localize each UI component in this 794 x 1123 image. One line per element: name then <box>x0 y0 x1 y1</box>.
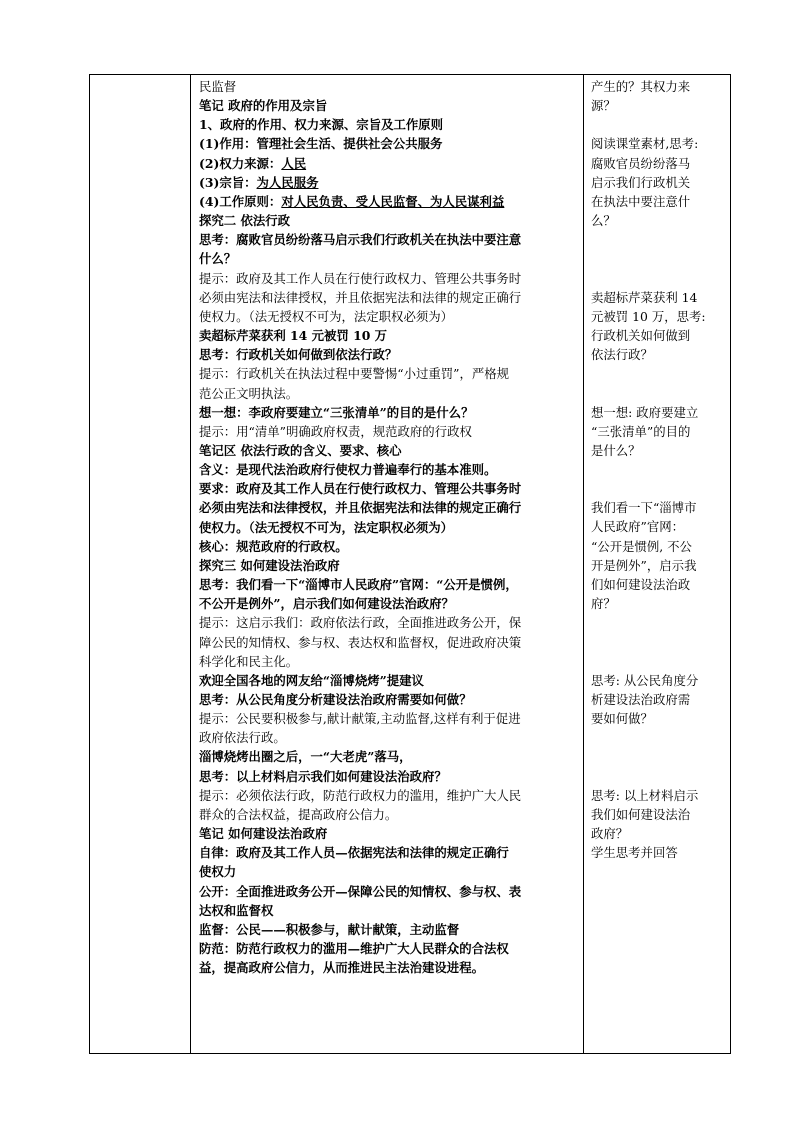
content-line <box>199 882 577 901</box>
activity-line-text: “公开是惯例, 不公 <box>591 538 692 554</box>
content-line-text: 想一想：李政府要建立“三张清单”的目的是什么？ <box>199 404 474 420</box>
content-line-text: 公开：全面推进政务公开—保障公民的知情权、参与权、表 <box>199 883 522 899</box>
activity-line-text: “三张清单”的目的 <box>591 423 691 439</box>
activity-line <box>591 575 727 594</box>
content-line-text: 群众的合法权益，提高政府公信力。 <box>199 806 398 822</box>
content-line <box>199 575 577 594</box>
activity-line <box>591 173 727 192</box>
content-line-text: 含义：是现代法治政府行使权力普遍奉行的基本准则。 <box>199 462 497 478</box>
content-line-label: (3)宗旨： <box>199 174 257 190</box>
left-empty-column <box>90 75 191 1054</box>
activity-line <box>591 632 727 651</box>
activity-line <box>591 613 727 632</box>
activity-line <box>591 479 727 498</box>
activity-line <box>591 77 727 96</box>
activity-line <box>591 652 727 671</box>
activity-line <box>591 786 727 805</box>
content-line <box>199 77 577 96</box>
activity-line-text: 要如何做？ <box>591 710 653 726</box>
content-line <box>199 403 577 422</box>
content-line-text: 探究二 依法行政 <box>199 213 291 229</box>
content-line <box>199 345 577 364</box>
activity-line <box>591 230 727 249</box>
content-line <box>199 709 577 728</box>
content-line-text: 淄博烧烤出圈之后，一“大老虎”落马， <box>199 749 412 765</box>
activity-line <box>591 747 727 766</box>
activity-line <box>591 690 727 709</box>
content-line-text: 科学化和民主化。 <box>199 653 299 669</box>
content-line <box>199 613 577 632</box>
content-line <box>199 230 577 249</box>
content-line <box>199 805 577 824</box>
activity-line <box>591 709 727 728</box>
content-line-text: 思考：从公民角度分析建设法治政府需要如何做？ <box>199 692 472 707</box>
activity-line <box>591 383 727 402</box>
content-line-text: 提示：政府及其工作人员在行使行政权力、管理公共事务时 <box>199 270 522 286</box>
content-line <box>199 154 577 173</box>
content-line <box>199 594 577 613</box>
content-line-label: (1)作用： <box>199 136 257 152</box>
content-line-text: 探究三 如何建设法治政府 <box>199 557 340 573</box>
activity-line-text: 卖超标芹菜获利 14 <box>591 289 698 305</box>
activity-line <box>591 498 727 517</box>
activity-line-text: 思考: 以上材料启示 <box>591 787 699 803</box>
activity-line <box>591 249 727 268</box>
activity-line <box>591 671 727 690</box>
content-line-text: 范公正文明执法。 <box>199 385 299 401</box>
content-line-text: 政府依法行政。 <box>199 730 286 746</box>
content-line-text: 提示：公民要积极参与,献计献策,主动监督,这样有利于促进 <box>199 711 521 727</box>
content-line <box>199 939 577 958</box>
content-line-text: 核心：规范政府的行政权。 <box>199 538 348 554</box>
activity-line <box>591 594 727 613</box>
lesson-plan-table <box>89 74 731 1054</box>
content-line-text: 思考：行政机关如何做到依法行政？ <box>199 347 398 363</box>
content-line-text: 提示：用“清单”明确政府权责，规范政府的行政权 <box>199 423 472 439</box>
content-line-text: 提示：必须依法行政，防范行政权力的滥用，维护广大人民 <box>199 787 522 803</box>
content-line-text: 笔记 政府的作用及宗旨 <box>199 98 328 114</box>
activity-line-text: 腐败官员纷纷落马 <box>591 155 691 171</box>
content-line-text: 障公民的知情权、参与权、表达权和监督权，促进政府决策 <box>199 634 522 650</box>
activity-line-text: 政府？ <box>591 825 629 841</box>
activity-line-text: 们如何建设法治政 <box>591 576 691 592</box>
activity-line-text: 开是例外”，启示我 <box>591 557 697 573</box>
activity-line-text: 是什么？ <box>591 442 641 458</box>
content-line <box>199 211 577 230</box>
activity-line <box>591 364 727 383</box>
activity-line-text: 源？ <box>591 98 616 114</box>
activity-line <box>591 805 727 824</box>
content-line <box>199 269 577 288</box>
activity-line-text: 思考: 从公民角度分 <box>591 672 699 688</box>
activity-line <box>591 441 727 460</box>
activity-line-text: 人民政府”官网： <box>591 519 685 535</box>
content-line <box>199 307 577 326</box>
content-line-text: 达权和监督权 <box>199 902 274 918</box>
activity-line <box>591 115 727 134</box>
activity-line <box>591 766 727 785</box>
content-line-text: 要求：政府及其工作人员在行使行政权力、管理公共事务时 <box>199 481 522 497</box>
activity-line-text: 产生的？其权力来 <box>591 79 691 94</box>
content-line-text: 自律：政府及其工作人员—依据宪法和法律的规定正确行 <box>199 845 509 861</box>
activity-line-text: 启示我们行政机关 <box>591 174 691 190</box>
activity-line-text: 行政机关如何做到 <box>591 327 691 343</box>
activity-line-text: 我们看一下“淄博市 <box>591 500 697 516</box>
content-line <box>199 460 577 479</box>
content-line <box>199 288 577 307</box>
content-line <box>199 901 577 920</box>
content-line <box>199 767 577 786</box>
content-line <box>199 862 577 881</box>
content-line-text: 卖超标芹菜获利 14 元被罚 10 万 <box>199 328 388 344</box>
content-line <box>199 747 577 766</box>
content-line <box>199 728 577 747</box>
content-line <box>199 134 577 153</box>
content-line <box>199 326 577 345</box>
content-line <box>199 537 577 556</box>
content-line <box>199 690 577 709</box>
content-line-text: 欢迎全国各地的网友给“淄博烧烤”提建议 <box>199 672 424 688</box>
content-line <box>199 441 577 460</box>
content-line <box>199 173 577 192</box>
activity-line <box>591 403 727 422</box>
activity-line-text: 我们如何建设法治 <box>591 806 691 822</box>
content-line <box>199 958 577 977</box>
activity-line <box>591 154 727 173</box>
content-line-text: 监督：公民——积极参与，献计献策，主动监督 <box>199 921 460 937</box>
content-line <box>199 633 577 652</box>
activity-line <box>591 134 727 153</box>
content-line-text: 1、政府的作用、权力来源、宗旨及工作原则 <box>199 117 444 133</box>
content-line <box>199 422 577 441</box>
content-line-text: 必须由宪法和法律授权，并且依据宪法和法律的规定正确行 <box>199 289 522 305</box>
content-line <box>199 249 577 268</box>
content-line-text: 思考：腐败官员纷纷落马启示我们行政机关在执法中要注意 <box>199 232 522 248</box>
content-line <box>199 96 577 115</box>
activity-line-text: 元被罚 10 万，思考: <box>591 308 706 324</box>
activity-line <box>591 843 727 862</box>
content-line-text: 必须由宪法和法律授权，并且依据宪法和法律的规定正确行 <box>199 500 522 516</box>
activity-line-text: 依法行政？ <box>591 347 653 363</box>
activity-line <box>591 192 727 211</box>
activity-line <box>591 269 727 288</box>
content-line <box>199 479 577 498</box>
content-line <box>199 192 577 211</box>
activity-line <box>591 422 727 441</box>
content-line <box>199 920 577 939</box>
content-line-text: 提示：行政机关在执法过程中要警惕“小过重罚”，严格规 <box>199 366 510 382</box>
activity-line <box>591 211 727 230</box>
content-line <box>199 671 577 690</box>
content-line <box>199 843 577 862</box>
activity-line <box>591 460 727 479</box>
content-line-text: 管理社会生活、提供社会公共服务 <box>256 136 443 152</box>
content-line-label: (4)工作原则： <box>199 193 282 209</box>
content-line-text: 思考：以上材料启示我们如何建设法治政府？ <box>199 768 447 784</box>
activity-line-text: 想一想: 政府要建立 <box>591 404 699 420</box>
content-line-text: 提示：这启示我们：政府依法行政，全面推进政务公开，保 <box>199 615 522 631</box>
activity-line-text: 阅读课堂素材,思考: <box>591 136 699 152</box>
content-line-text: 人民 <box>281 155 307 171</box>
content-line <box>199 824 577 843</box>
activity-line <box>591 728 727 747</box>
activity-line-text: 在执法中要注意什 <box>591 193 691 209</box>
content-line-text: 防范：防范行政权力的滥用—维护广大人民群众的合法权 <box>199 941 509 957</box>
activity-line <box>591 556 727 575</box>
content-line-text: 使权力 <box>199 864 237 880</box>
content-line-text: 使权力。（法无授权不可为，法定职权必须为） <box>199 308 454 324</box>
content-line-text: 笔记区 依法行政的含义、要求、核心 <box>199 442 402 458</box>
content-line-text: 不公开是例外”，启示我们如何建设法治政府？ <box>199 596 454 612</box>
activity-line-text: 学生思考并回答 <box>591 845 678 861</box>
content-line <box>199 364 577 383</box>
content-line <box>199 652 577 671</box>
content-line <box>199 384 577 403</box>
activity-line-text: 么？ <box>591 213 616 229</box>
content-line <box>199 518 577 537</box>
content-line <box>199 556 577 575</box>
activity-line <box>591 288 727 307</box>
table-row <box>90 75 731 1054</box>
activity-line <box>591 517 727 536</box>
content-line-text: 笔记 如何建设法治政府 <box>199 826 328 842</box>
content-line-text: 对人民负责、受人民监督、为人民谋利益 <box>281 193 505 209</box>
content-line <box>199 115 577 134</box>
activity-line <box>591 326 727 345</box>
content-line-text: 民监督 <box>199 79 237 94</box>
activity-line-text: 析建设法治政府需 <box>591 691 691 707</box>
activity-line <box>591 307 727 326</box>
content-line-text: 思考：我们看一下“淄博市人民政府”官网：“公开是惯例， <box>199 577 518 593</box>
activity-line <box>591 345 727 364</box>
content-line-text: 益，提高政府公信力，从而推进民主法治建设进程。 <box>199 960 484 976</box>
content-line <box>199 786 577 805</box>
student-activity-column <box>584 75 731 1054</box>
content-line-text: 为人民服务 <box>256 174 319 190</box>
activity-line <box>591 824 727 843</box>
activity-line <box>591 96 727 115</box>
content-line-text: 什么？ <box>199 251 237 267</box>
content-line-label: (2)权力来源： <box>199 155 282 171</box>
activity-line-text: 府？ <box>591 596 616 612</box>
activity-line <box>591 537 727 556</box>
content-line-text: 使权力。（法无授权不可为，法定职权必须为） <box>199 519 454 535</box>
content-line <box>199 498 577 517</box>
teaching-content-column <box>191 75 584 1054</box>
